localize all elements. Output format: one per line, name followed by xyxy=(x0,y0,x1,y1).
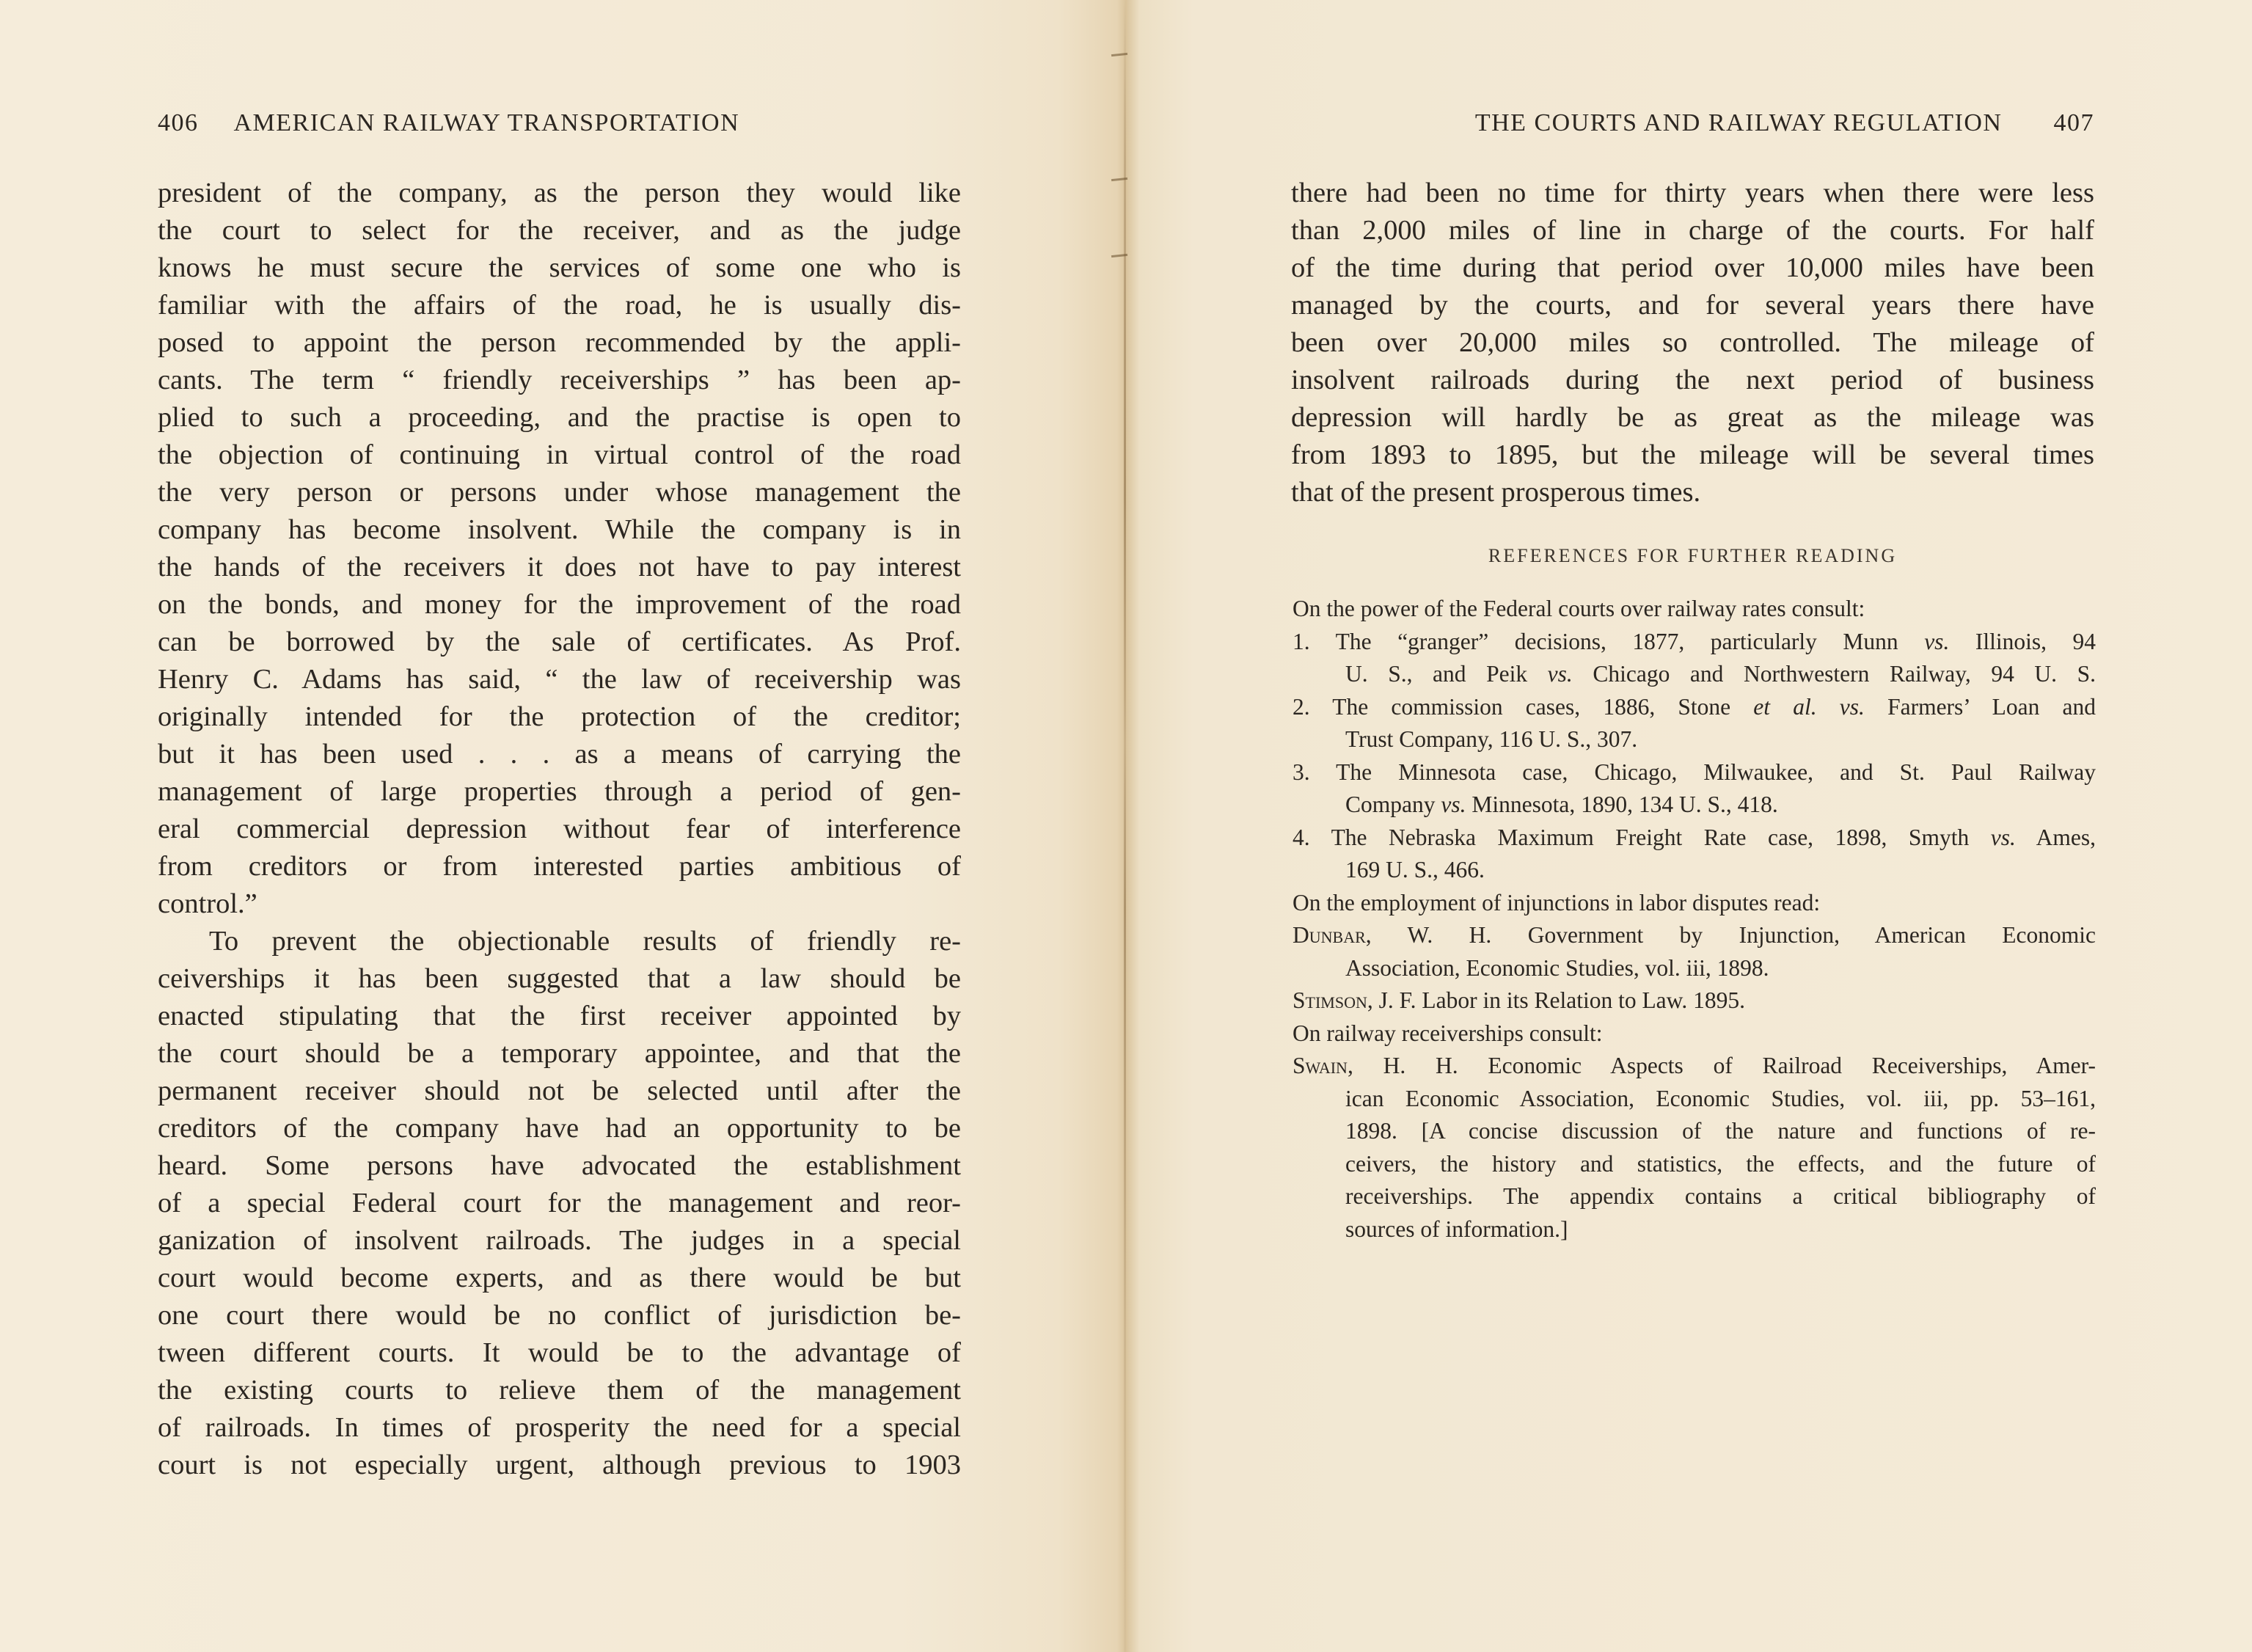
text-line: creditors of the company have had an opportunity to be xyxy=(158,1113,961,1144)
text-line: originally intended for the protection of the creditor; xyxy=(158,701,961,732)
versus-italic: vs. xyxy=(1441,792,1466,817)
text-line: cants. The term “ friendly receiverships ” has been ap- xyxy=(158,365,961,395)
reference-text: The “granger” decisions, 1877, particularly Munn xyxy=(1335,628,1925,654)
body-text xyxy=(1291,175,2094,511)
reference-text: , J. F. Labor in its Relation to Law. 1895. xyxy=(1367,987,1745,1013)
reference-item xyxy=(1293,822,2096,887)
text-line: of a special Federal court for the management and reor- xyxy=(158,1188,961,1218)
reference-line xyxy=(1293,626,2096,659)
reference-line xyxy=(1293,789,2096,822)
book-gutter xyxy=(1124,0,1126,1652)
reference-line xyxy=(1293,691,2096,724)
author-name: Stimson xyxy=(1293,987,1367,1013)
text-line: of the time during that period over 10,000 miles have been xyxy=(1291,252,2094,283)
text-line: on the bonds, and money for the improvement of the road xyxy=(158,589,961,620)
versus-italic: vs. xyxy=(1839,693,1865,720)
text-line: the objection of continuing in virtual control of the road xyxy=(158,439,961,470)
reference-line: sources of information.] xyxy=(1345,1216,1568,1242)
text-line: posed to appoint the person recommended by the appli- xyxy=(158,327,961,358)
reference-text: , H. H. Economic Aspects of Railroad Receiverships, Amer- xyxy=(1347,1053,2096,1078)
text-line: managed by the courts, and for several years there have xyxy=(1291,290,2094,321)
text-line: insolvent railroads during the next period of business xyxy=(1291,365,2094,395)
text-line: can be borrowed by the sale of certificates. As Prof. xyxy=(158,626,961,657)
reference-text: The Nebraska Maximum Freight Rate case, 1898, Smyth xyxy=(1331,824,1991,850)
reference-item xyxy=(1293,691,2096,756)
reference-line: ceivers, the history and statistics, the effects, and the future of xyxy=(1345,1150,2096,1177)
text-line: ceiverships it has been suggested that a law should be xyxy=(158,963,961,994)
reference-text: U. S., and Peik xyxy=(1345,661,1548,687)
references-heading: REFERENCES FOR FURTHER READING xyxy=(1488,545,1898,566)
reference-item-swain xyxy=(1293,1050,2096,1246)
versus-italic: vs. xyxy=(1924,628,1950,654)
reference-line: ican Economic Association, Economic Studies, vol. iii, pp. 53–161, xyxy=(1345,1085,2096,1111)
reference-line: Trust Company, 116 U. S., 307. xyxy=(1345,726,1638,752)
right-page xyxy=(1130,0,2252,1652)
page-number: 406 xyxy=(158,109,199,136)
text-line: tween different courts. It would be to the advantage of xyxy=(158,1337,961,1368)
reference-line xyxy=(1293,984,2096,1017)
text-line: knows he must secure the services of some one who is xyxy=(158,252,961,283)
text-line: court is not especially urgent, although previous to 1903 xyxy=(158,1450,961,1480)
text-line: permanent receiver should not be selected until after the xyxy=(158,1075,961,1106)
text-line: eral commercial depression without fear of interference xyxy=(158,814,961,844)
text-line: depression will hardly be as great as the mileage was xyxy=(1291,402,2094,433)
text-line: there had been no time for thirty years when there were less xyxy=(1291,178,2094,208)
text-line: enacted stipulating that the first receiver appointed by xyxy=(158,1001,961,1031)
reference-text: Chicago and Northwestern Railway, 94 U. S. xyxy=(1572,661,2096,687)
reference-text: Company xyxy=(1345,792,1441,817)
text-line: management of large properties through a period of gen- xyxy=(158,776,961,807)
versus-italic: vs. xyxy=(1990,824,2016,850)
reference-line: Association, Economic Studies, vol. iii, 1898. xyxy=(1345,954,1769,981)
text-line: heard. Some persons have advocated the establishment xyxy=(158,1150,961,1181)
text-line: but it has been used . . . as a means of carrying the xyxy=(158,739,961,770)
reference-text: Farmers’ Loan and xyxy=(1864,693,2096,720)
text-line: company has become insolvent. While the company is in xyxy=(158,514,961,545)
page-number: 407 xyxy=(2053,109,2094,136)
text-line: familiar with the affairs of the road, he is usually dis- xyxy=(158,290,961,321)
reference-line xyxy=(1293,1050,2096,1083)
text-line: of railroads. In times of prosperity the need for a special xyxy=(158,1412,961,1443)
reference-text: , W. H. Government by Injunction, American Economic xyxy=(1365,922,2096,948)
reference-line: receiverships. The appendix contains a critical bibliography of xyxy=(1345,1183,2096,1209)
reference-number: 1. xyxy=(1293,628,1310,654)
text-line: Henry C. Adams has said, “ the law of receivership was xyxy=(158,664,961,695)
reference-text: Ames, xyxy=(2015,824,2096,850)
reference-line xyxy=(1293,822,2096,855)
text-line: that of the present prosperous times. xyxy=(1291,477,1701,508)
reference-item-stimson xyxy=(1293,984,2096,1017)
text-line: the very person or persons under whose management the xyxy=(158,477,961,508)
text-line: ganization of insolvent railroads. The judges in a special xyxy=(158,1225,961,1256)
reference-item xyxy=(1293,756,2096,822)
text-line: plied to such a proceeding, and the practise is open to xyxy=(158,402,961,433)
text-line: control.” xyxy=(158,888,257,919)
reference-number: 4. xyxy=(1293,824,1310,850)
references-list xyxy=(1293,593,2096,1246)
text-line: president of the company, as the person they would like xyxy=(158,178,961,208)
running-head-title: AMERICAN RAILWAY TRANSPORTATION xyxy=(233,109,740,136)
reference-line xyxy=(1293,919,2096,952)
reference-text: Minnesota, 1890, 134 U. S., 418. xyxy=(1466,792,1778,817)
reference-line: 169 U. S., 466. xyxy=(1345,857,1485,882)
running-head xyxy=(1291,107,2094,139)
reference-line xyxy=(1293,756,2096,789)
versus-italic: vs. xyxy=(1547,661,1573,687)
reference-line xyxy=(1293,658,2096,691)
reference-number: 3. xyxy=(1293,759,1310,785)
running-head-title: THE COURTS AND RAILWAY REGULATION xyxy=(1474,109,2003,136)
text-line: one court there would be no conflict of jurisdiction be- xyxy=(158,1300,961,1331)
reference-item-dunbar xyxy=(1293,919,2096,984)
running-head xyxy=(158,107,961,139)
text-line: To prevent the objectionable results of friendly re- xyxy=(209,926,961,957)
body-text xyxy=(158,175,961,1484)
reference-section-intro: On the employment of injunctions in labor disputes read: xyxy=(1293,889,1821,915)
text-line: been over 20,000 miles so controlled. The mileage of xyxy=(1291,327,2094,358)
reference-section-intro: On railway receiverships consult: xyxy=(1293,1020,1603,1046)
reference-text: Illinois, 94 xyxy=(1949,628,2096,654)
text-line: from 1893 to 1895, but the mileage will be several times xyxy=(1291,439,2094,470)
text-line: than 2,000 miles of line in charge of the courts. For half xyxy=(1291,215,2094,246)
text-line: court would become experts, and as there would be but xyxy=(158,1262,961,1293)
reference-line: 1898. [A concise discussion of the nature and functions of re- xyxy=(1345,1118,2096,1144)
text-line: the existing courts to relieve them of the management xyxy=(158,1375,961,1406)
text-line: the hands of the receivers it does not have to pay interest xyxy=(158,552,961,582)
text-line: the court should be a temporary appointee, and that the xyxy=(158,1038,961,1069)
reference-text: The Minnesota case, Chicago, Milwaukee, and St. Paul Railway xyxy=(1336,759,2096,785)
left-page xyxy=(0,0,1122,1652)
reference-number: 2. xyxy=(1293,693,1310,720)
et-al-italic: et al. xyxy=(1753,693,1817,720)
reference-section-intro: On the power of the Federal courts over railway rates consult: xyxy=(1293,596,1865,621)
author-name: Swain xyxy=(1293,1053,1348,1078)
author-name: Dunbar xyxy=(1293,922,1366,948)
reference-item xyxy=(1293,626,2096,691)
text-line: the court to select for the receiver, and as the judge xyxy=(158,215,961,246)
text-line: from creditors or from interested parties ambitious of xyxy=(158,851,961,882)
reference-text: The commission cases, 1886, Stone xyxy=(1332,693,1754,720)
